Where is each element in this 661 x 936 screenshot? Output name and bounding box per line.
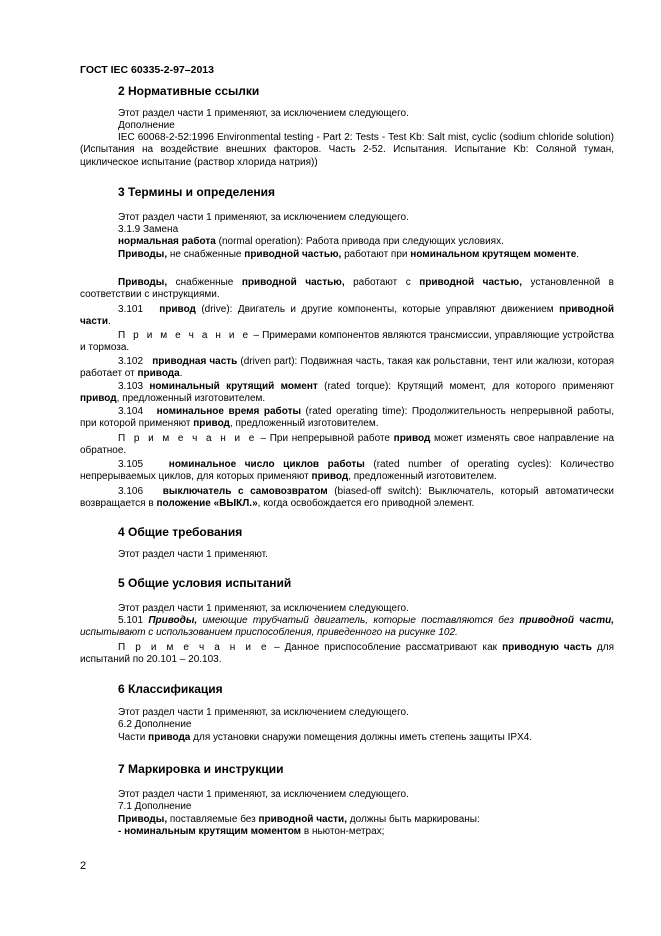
s3-intro: Этот раздел части 1 применяют, за исключением следующего. — [118, 212, 409, 223]
s3-def-2: Приводы, не снабженные приводной частью, работают при номинальном крутящем моменте. — [118, 249, 580, 260]
s7-paragraph-1: Этот раздел части 1 применяют, за исключением следующего. — [118, 789, 409, 800]
s4-paragraph-1: Этот раздел части 1 применяют. — [118, 549, 268, 560]
section-4-heading: 4 Общие требования — [118, 525, 243, 539]
s2-paragraph-1: Этот раздел части 1 применяют, за исключением следующего. — [118, 108, 409, 119]
section-6-heading: 6 Классификация — [118, 682, 223, 696]
s3-term-3102: 3.102 приводная часть (driven part): Подвижная часть, такая как рольставни, тент или жалюзи, которая работает от привода. — [80, 356, 614, 380]
section-2-heading: 2 Нормативные ссылки — [118, 84, 260, 98]
s3-item-319: 3.1.9 Замена — [118, 224, 179, 235]
section-3-heading: 3 Термины и определения — [118, 185, 276, 199]
s3-def-3: Приводы, снабженные приводной частью, работают с приводной частью, установленной в соответствии с инструкциями. — [80, 277, 614, 301]
s5-paragraph-1: Этот раздел части 1 применяют, за исключением следующего. — [118, 603, 409, 614]
s3-term-3103: 3.103 номинальный крутящий момент (rated torque): Крутящий момент, для которого применяют привод, предложенный изготовителем. — [80, 381, 615, 405]
section-5-heading: 5 Общие условия испытаний — [118, 576, 292, 590]
s6-paragraph-1: Этот раздел части 1 применяют, за исключением следующего. — [118, 707, 409, 718]
s5-item-5101: 5.101 Приводы, имеющие трубчатый двигатель, которые поставляются без приводной части, испытывают с использованием приспособления, приведенного на рисунке 102. — [80, 615, 615, 639]
s3-note-1: П р и м е ч а н и е – Примерами компонентов являются трансмиссии, управляющие устройства и тормоза. — [80, 330, 614, 354]
s3-term-3101: 3.101 привод (drive): Двигатель и другие компоненты, которые управляют движением приводной части. — [80, 304, 614, 328]
s7-paragraph-3: Приводы, поставляемые без приводной части, должны быть маркированы: — [118, 814, 480, 825]
s2-reference: IEC 60068-2-52:1996 Environmental testing - Part 2: Tests - Test Kb: Salt mist, cyclic (sodium chloride solution) (Испытания на воздействие внешних факторов. Часть 2-52. Испытания. Испытание Kb: Соляной туман, циклическое испытание (раствор хлорида натрия)) — [80, 132, 614, 168]
s6-paragraph-2: 6.2 Дополнение — [118, 719, 192, 730]
s3-note-2: П р и м е ч а н и е – При непрерывной работе привод может изменять свое направление на обратное. — [80, 433, 615, 457]
s3-term-3104: 3.104 номинальное время работы (rated operating time): Продолжительность непрерывной работы, при которой применяют привод, предложенный изготовителем. — [80, 406, 614, 430]
s7-paragraph-2: 7.1 Дополнение — [118, 801, 192, 812]
s6-paragraph-3: Части привода для установки снаружи помещения должны иметь степень защиты IPX4. — [118, 732, 533, 743]
document-header: ГОСТ IEC 60335-2-97–2013 — [80, 64, 214, 76]
page-number: 2 — [80, 860, 87, 872]
section-7-heading: 7 Маркировка и инструкции — [118, 762, 284, 776]
s3-term-3105: 3.105 номинальное число циклов работы (rated number of operating cycles): Количество непрерываемых циклов, для которых применяют привод, предложенный изготовителем. — [80, 459, 614, 483]
s5-note: П р и м е ч а н и е – Данное приспособление рассматривают как приводную часть для испытаний по 20.101 – 20.103. — [80, 642, 615, 666]
s2-paragraph-2: Дополнение — [118, 120, 175, 131]
s3-term-3106: 3.106 выключатель с самовозвратом (biased-off switch): Выключатель, который автоматически возвращается в положение «ВЫКЛ.», когда освобождается его приводной элемент. — [80, 486, 614, 510]
s7-list-item: - номинальным крутящим моментом в ньютон-метрах; — [118, 826, 385, 837]
s3-def-normal-operation: нормальная работа (normal operation): Работа привода при следующих условиях. — [118, 236, 504, 247]
